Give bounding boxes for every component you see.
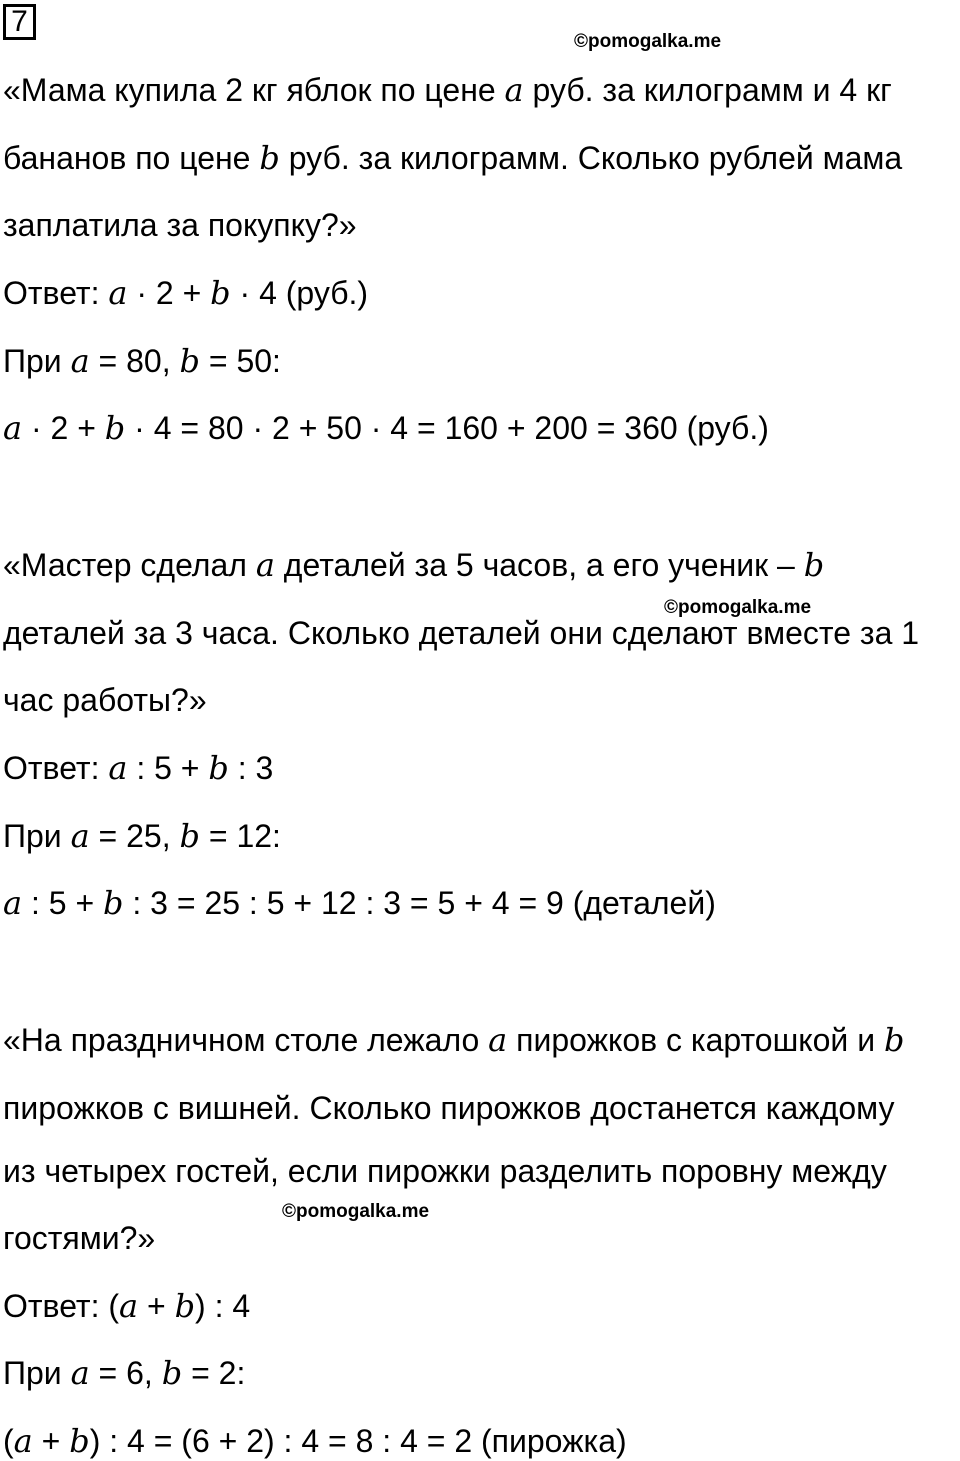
problem1-text-line2: бананов по цене b руб. за килограмм. Сколько рублей мама [3, 139, 903, 177]
problem3-text-line3: из четырех гостей, если пирожки разделить поровну между [3, 1153, 887, 1189]
task-number-box [3, 4, 36, 40]
watermark: ©pomogalka.me [664, 597, 812, 618]
problem3-text-line1: «На праздничном столе лежало a пирожков с картошкой и b [3, 1021, 905, 1059]
problem2-given: При a = 25, b = 12: [3, 817, 281, 855]
watermark: ©pomogalka.me [282, 1201, 430, 1222]
problem3-answer: Ответ: (a + b) : 4 [3, 1287, 251, 1325]
variable-b: b [259, 139, 280, 177]
problem2-text-line2: деталей за 3 часа. Сколько деталей они сделают вместе за 1 [3, 615, 920, 651]
problem1-text-line1: «Мама купила 2 кг яблок по цене a руб. за килограмм и 4 кг [3, 71, 892, 109]
task-number: 7 [11, 5, 28, 38]
problem1-answer: Ответ: a · 2 + b · 4 (руб.) [3, 274, 369, 312]
variable-a: a [504, 71, 524, 109]
problem3-text-line4: гостями?» [3, 1220, 156, 1256]
problem1-calculation: a · 2 + b · 4 = 80 · 2 + 50 · 4 = 160 + 200 = 360 (руб.) [3, 409, 769, 447]
problem2-answer: Ответ: a : 5 + b : 3 [3, 749, 274, 787]
problem1-text-line3: заплатила за покупку?» [3, 207, 357, 243]
problem2-text-line3: час работы?» [3, 682, 207, 718]
problem3-calculation: (a + b) : 4 = (6 + 2) : 4 = 8 : 4 = 2 (пирожка) [3, 1422, 627, 1460]
problem2-calculation: a : 5 + b : 3 = 25 : 5 + 12 : 3 = 5 + 4 = 9 (деталей) [3, 884, 716, 922]
problem2-text-line1: «Мастер сделал a деталей за 5 часов, а его ученик – b [3, 546, 825, 584]
problem1-given: При a = 80, b = 50: [3, 342, 281, 380]
problem3-given: При a = 6, b = 2: [3, 1354, 246, 1392]
problem3-text-line2: пирожков с вишней. Сколько пирожков достанется каждому [3, 1090, 895, 1126]
watermark: ©pomogalka.me [574, 31, 722, 52]
